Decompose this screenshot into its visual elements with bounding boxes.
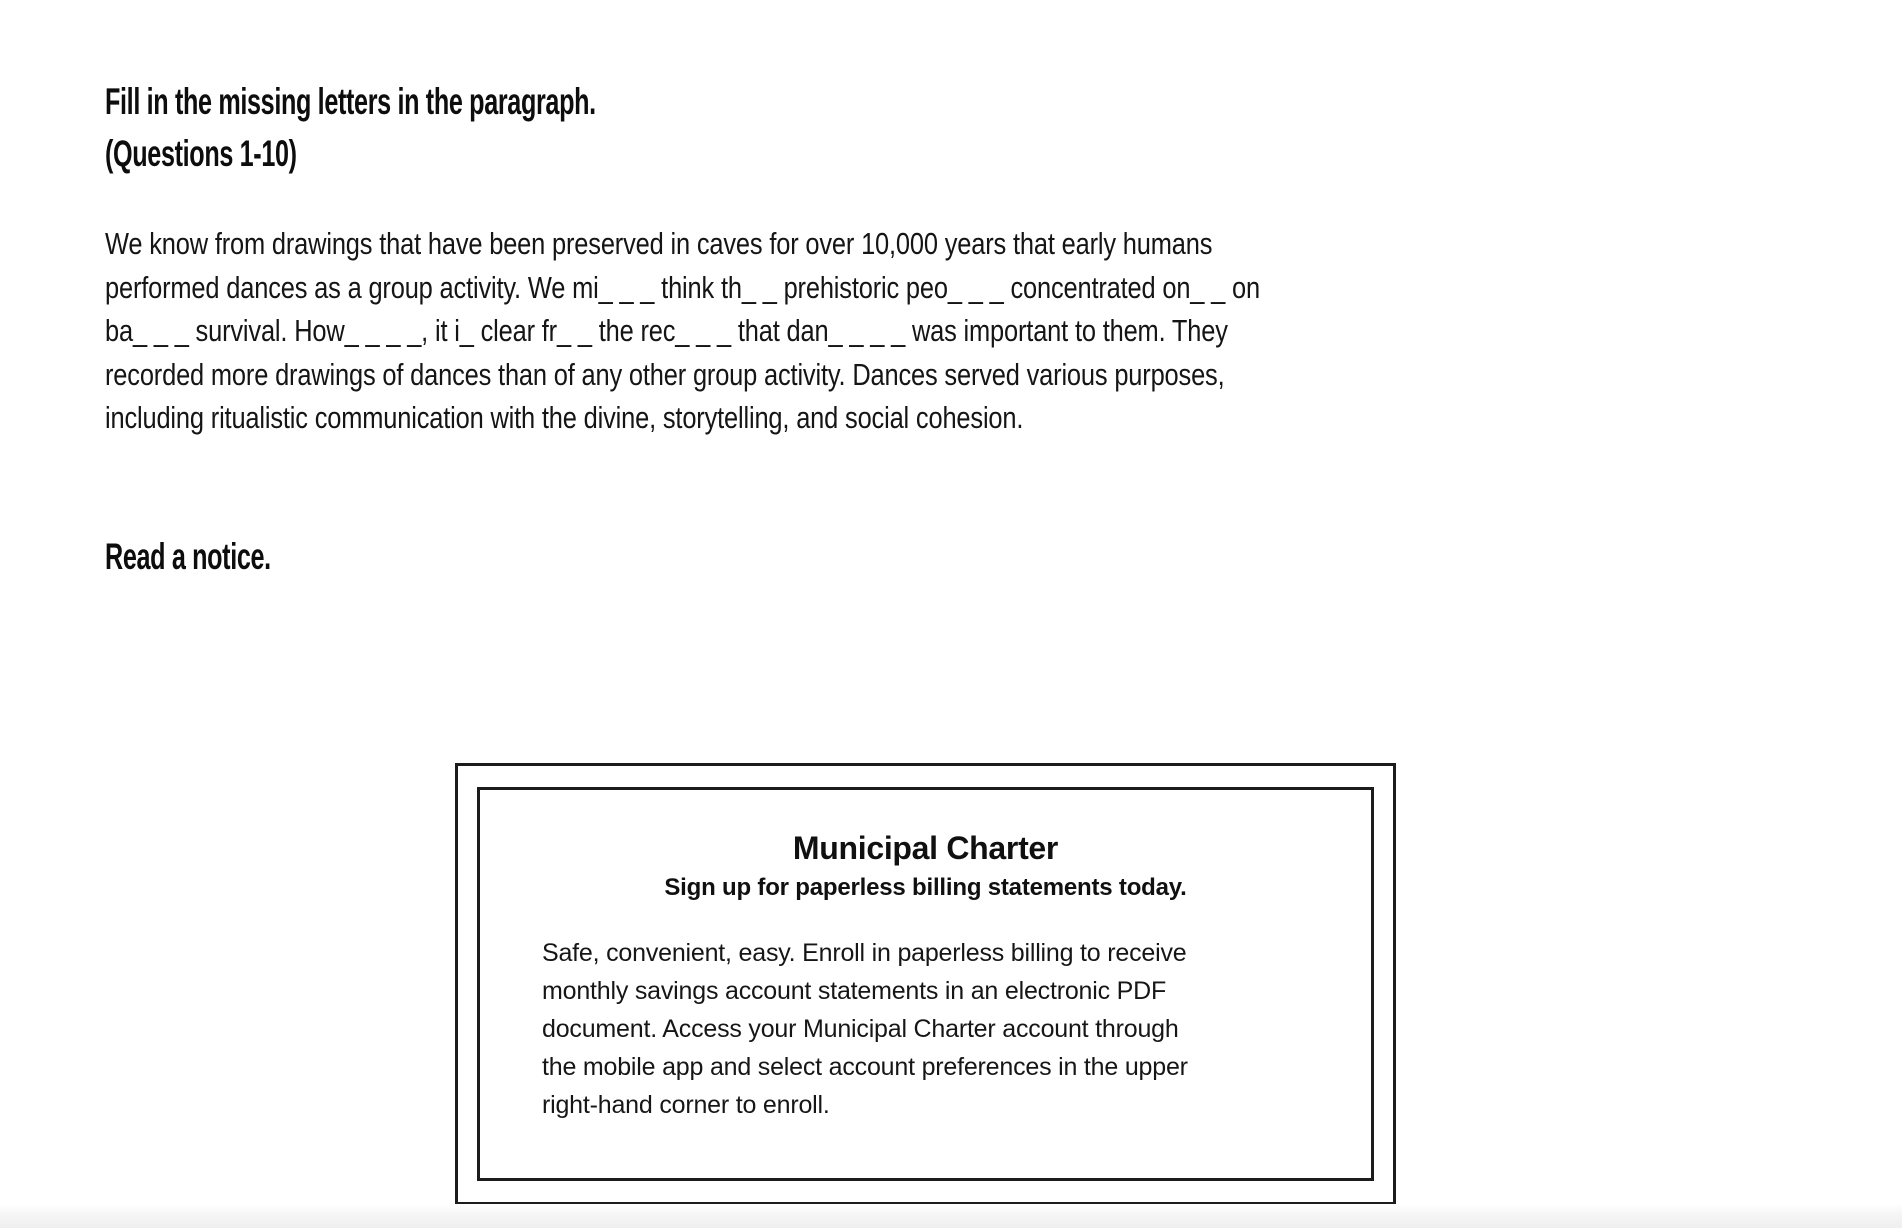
read-notice-heading: Read a notice. xyxy=(105,536,271,577)
text-line: monthly savings account statements in an electronic PDF xyxy=(542,977,1167,1005)
notice-title: Municipal Charter xyxy=(792,830,1059,866)
exercise-instruction: Fill in the missing letters in the paragraph. xyxy=(105,81,596,122)
text-line: recorded more drawings of dances than of any other group activity. Dances served various purposes, xyxy=(105,356,1225,392)
text-line: We know from drawings that have been preserved in caves for over 10,000 years that early humans xyxy=(105,226,1213,261)
text-line: including ritualistic communication with the divine, storytelling, and social cohesion. xyxy=(105,400,1024,435)
text-line: the mobile app and select account preferences in the upper xyxy=(542,1053,1188,1081)
notice-box xyxy=(477,787,1374,1181)
text-line: Safe, convenient, easy. Enroll in paperless billing to receive xyxy=(542,939,1187,967)
notice-body xyxy=(480,934,1371,1124)
cloze-paragraph xyxy=(105,222,1260,440)
text-line: right-hand corner to enroll. xyxy=(542,1091,830,1119)
exercise-heading xyxy=(105,76,596,180)
page-bottom-shadow xyxy=(0,1204,1902,1228)
exercise-questions-range: (Questions 1-10) xyxy=(105,133,297,174)
text-line: ba_ _ _ survival. How_ _ _ _, it i_ clear fr_ _ the rec_ _ _ that dan_ _ _ _ was important to them. They xyxy=(105,313,1228,348)
notice-subtitle: Sign up for paperless billing statements today. xyxy=(664,874,1187,901)
text-line: document. Access your Municipal Charter account through xyxy=(542,1015,1179,1043)
text-line: performed dances as a group activity. We mi_ _ _ think th_ _ prehistoric peo_ _ _ concentrated on_ _ on xyxy=(105,269,1261,305)
notice-box-outer-border xyxy=(455,763,1396,1205)
